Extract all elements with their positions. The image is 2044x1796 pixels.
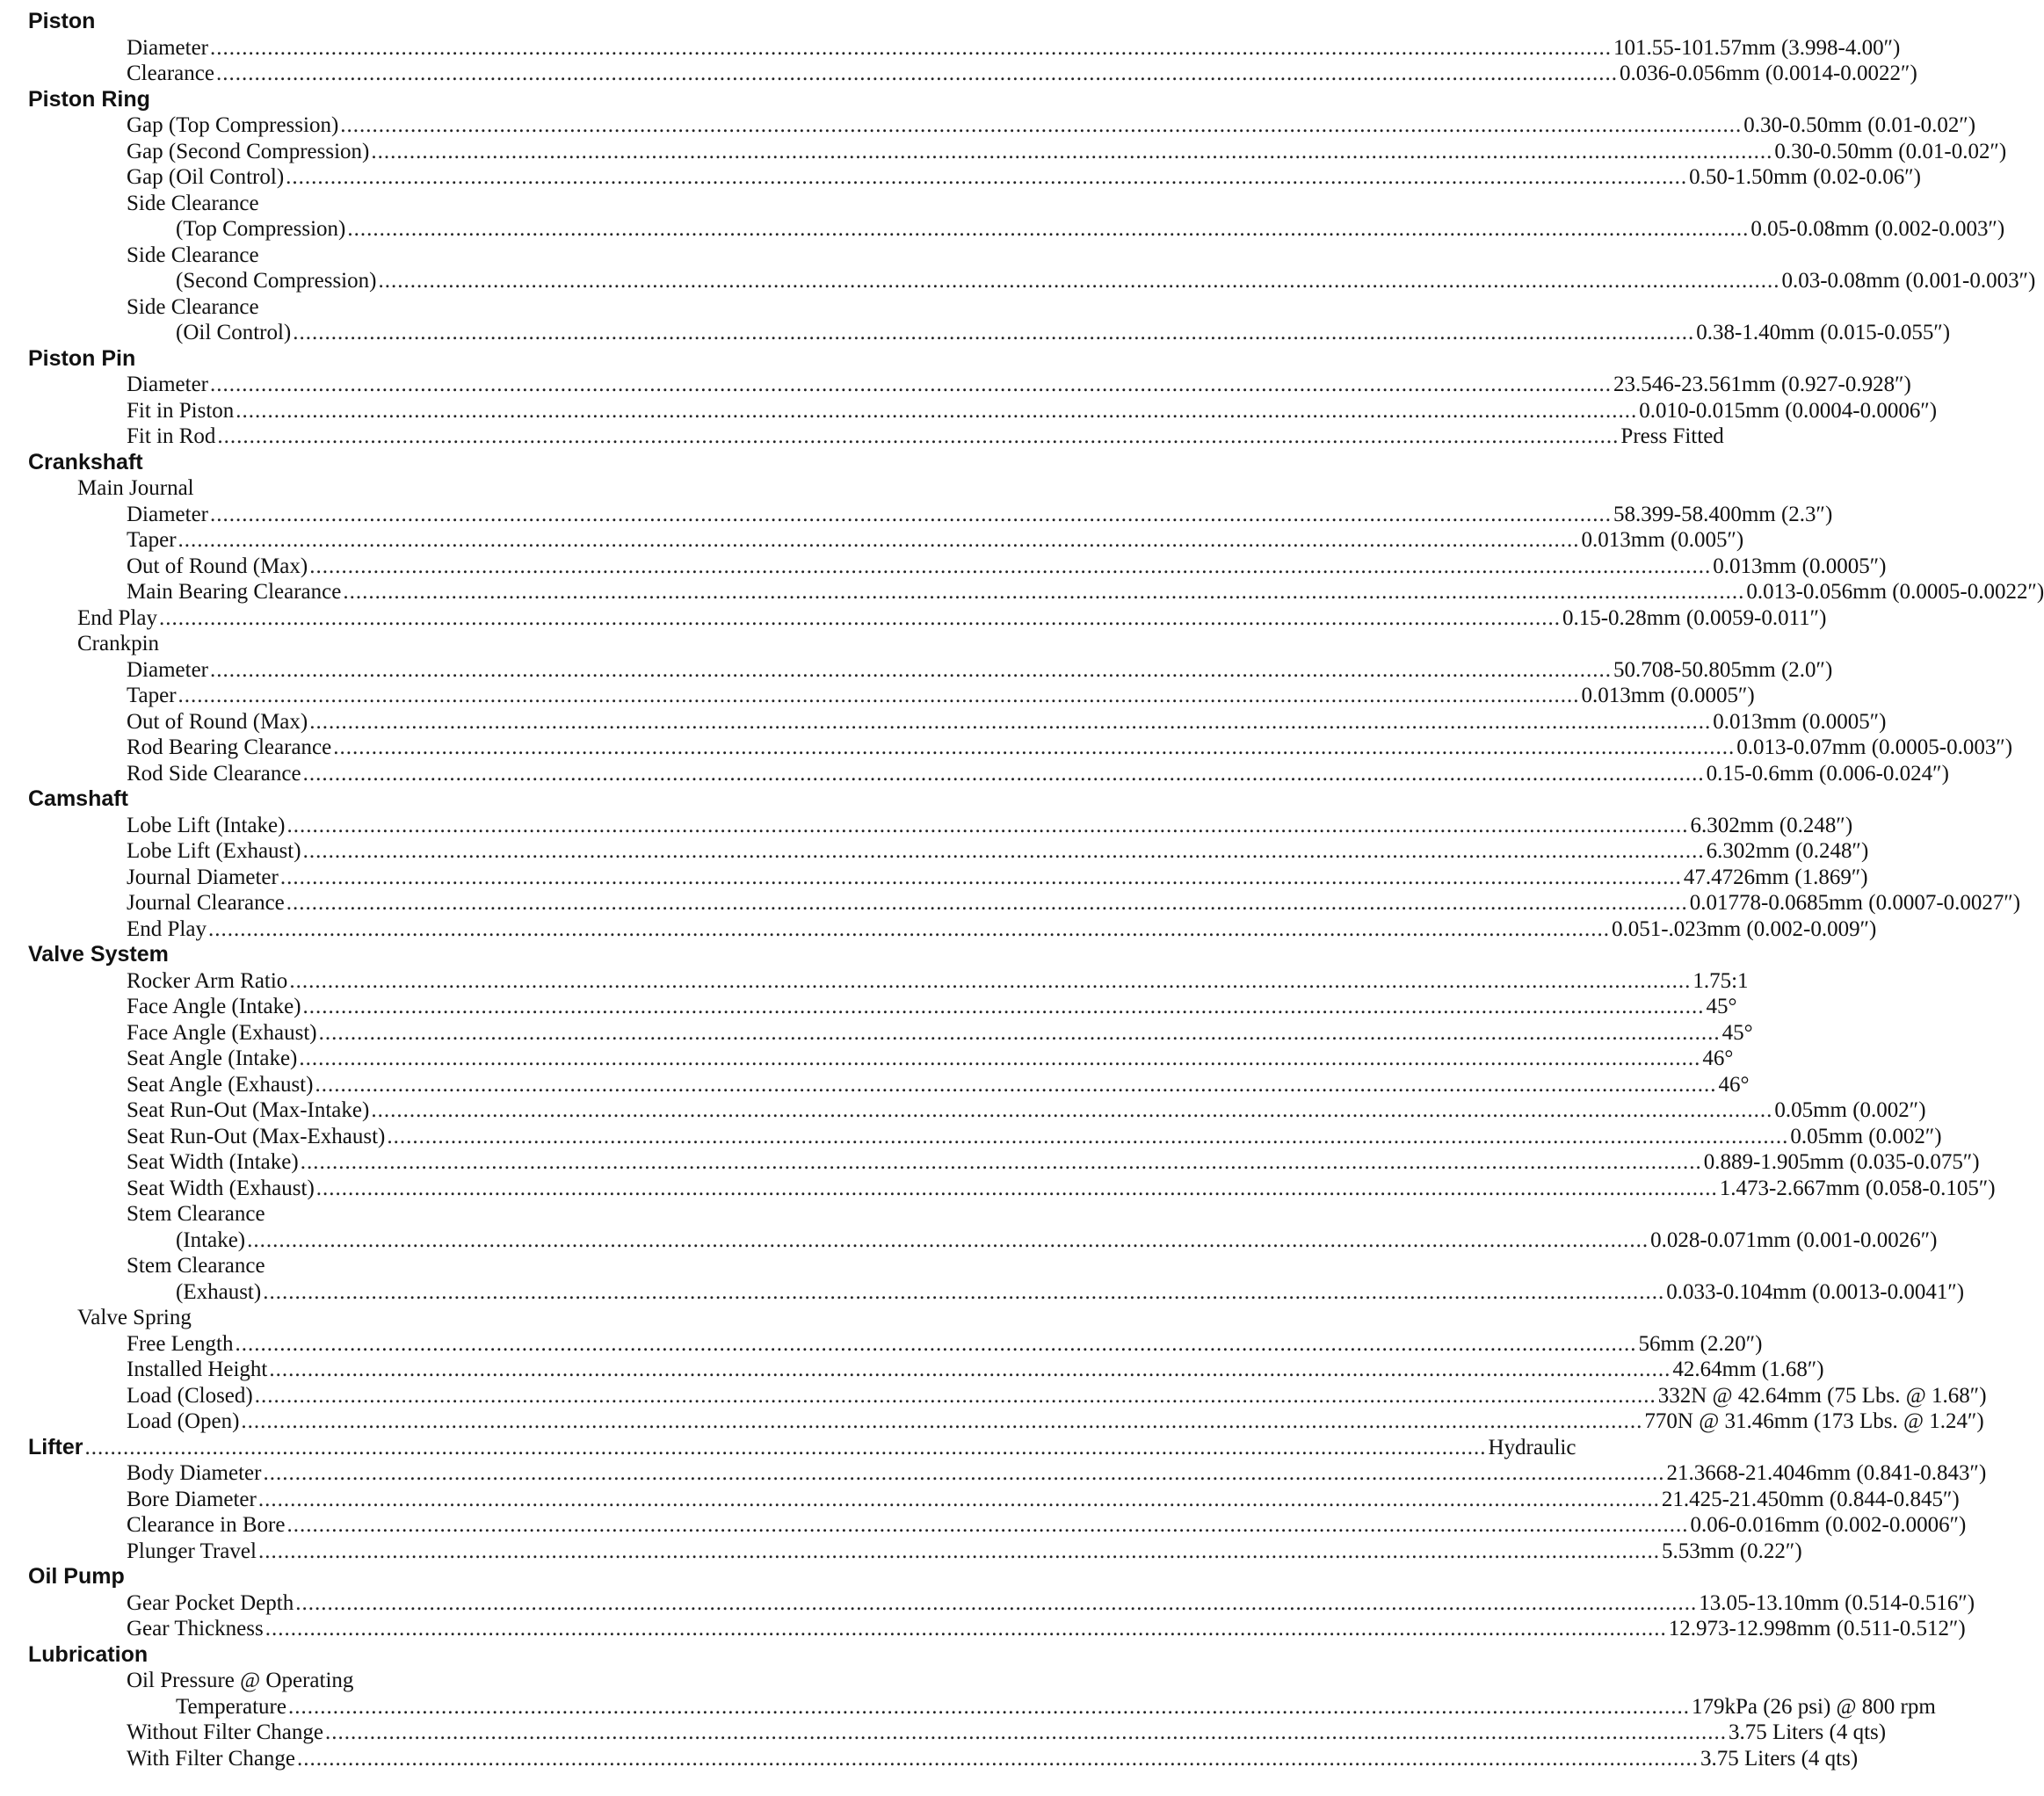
subheading-side-clearance: Side Clearance [127,294,259,319]
dot-leader: ............................................................................................................................................................................................................................ [309,709,1712,734]
dot-leader: ............................................................................................................................................................................................................................ [289,968,1692,993]
spec-label: Gear Pocket Depth [127,1590,294,1615]
spec-value: 0.05mm (0.002″) [1774,1098,1926,1122]
spec-label: Fit in Piston [127,398,235,423]
spec-row-load-closed [28,1383,1987,1409]
spec-row-seat-width-exhaust [28,1176,1996,1202]
spec-value: 3.75 Liters (4 qts) [1728,1720,1887,1744]
dot-leader: ............................................................................................................................................................................................................................ [378,269,1780,293]
spec-row-rod-side-clearance [28,761,1949,787]
spec-row-fit-in-rod [28,424,1724,450]
spec-value: 0.036-0.056mm (0.0014-0.0022″) [1619,62,1917,85]
spec-row-gap-oil-control [28,164,1921,191]
dot-leader: ............................................................................................................................................................................................................................ [340,113,1743,137]
spec-value: 5.53mm (0.22″) [1661,1539,1802,1563]
spec-label: Seat Run-Out (Max-Exhaust) [127,1124,386,1148]
dot-leader: ............................................................................................................................................................................................................................ [297,1746,1700,1771]
spec-label: Diameter [127,373,209,396]
spec-label: Seat Width (Intake) [127,1150,299,1174]
dot-leader: ............................................................................................................................................................................................................................ [210,657,1613,682]
subheading-stem-clearance: Stem Clearance [127,1202,265,1226]
dot-leader: ............................................................................................................................................................................................................................ [324,1720,1727,1744]
spec-row-lobe-lift-exhaust [28,838,1869,865]
spec-label: Diameter [127,35,209,60]
spec-row-temperature [28,1694,1936,1720]
spec-row-gear-pocket-depth [28,1590,1975,1617]
spec-label: (Oil Control) [176,321,292,344]
spec-label: Load (Closed) [127,1383,253,1408]
spec-row-seat-angle-intake [28,1046,1734,1072]
spec-label: Bore Diameter [127,1487,257,1511]
spec-value: 0.03-0.08mm (0.001-0.003″) [1781,269,2036,293]
spec-row-second-compression [28,268,2036,294]
subheading-stem-clearance: Stem Clearance [127,1254,265,1278]
spec-value: 0.15-0.6mm (0.006-0.024″) [1706,761,1949,786]
spec-label: Fit in Rod [127,424,216,448]
spec-row-diameter [28,35,1901,62]
spec-row-clearance [28,61,1917,87]
subheading-side-clearance: Side Clearance [127,191,259,215]
dot-leader: ............................................................................................................................................................................................................................ [295,1590,1698,1615]
dot-leader: ............................................................................................................................................................................................................................ [347,217,1750,241]
spec-value: 23.546-23.561mm (0.927-0.928″) [1613,373,1911,396]
spec-row-rod-bearing-clearance [28,735,2013,761]
dot-leader: ............................................................................................................................................................................................................................ [210,502,1613,526]
spec-value: 46° [1702,1046,1734,1070]
spec-value: 0.05mm (0.002″) [1790,1124,1942,1148]
dot-leader: ............................................................................................................................................................................................................................ [257,1487,1660,1511]
spec-value: 0.30-0.50mm (0.01-0.02″) [1774,139,2007,163]
dot-leader: ............................................................................................................................................................................................................................ [293,321,1695,344]
spec-row-clearance-in-bore [28,1512,1967,1539]
spec-label: With Filter Change [127,1746,296,1771]
dot-leader: ............................................................................................................................................................................................................................ [257,1539,1660,1563]
spec-label: Installed Height [127,1358,268,1381]
spec-value: 1.473-2.667mm (0.058-0.105″) [1719,1176,1996,1200]
spec-row-diameter [28,372,1911,398]
dot-leader: ............................................................................................................................................................................................................................ [235,1331,1637,1356]
dot-leader: ............................................................................................................................................................................................................................ [236,398,1638,423]
spec-row-face-angle-intake [28,994,1737,1020]
section-heading-piston-ring: Piston Ring [28,86,150,112]
spec-label: Face Angle (Intake) [127,995,301,1018]
dot-leader: ............................................................................................................................................................................................................................ [265,1617,1667,1640]
dot-leader: ............................................................................................................................................................................................................................ [299,1046,1701,1070]
dot-leader: ............................................................................................................................................................................................................................ [247,1228,1649,1252]
section-heading-camshaft: Camshaft [28,786,128,811]
spec-label: (Top Compression) [176,217,346,241]
section-heading-piston-pin: Piston Pin [28,345,136,371]
spec-value: 0.028-0.071mm (0.001-0.0026″) [1650,1228,1938,1252]
spec-row-taper [28,683,1755,709]
spec-value: 0.013-0.056mm (0.0005-0.0022″) [1746,580,2044,604]
spec-value: 50.708-50.805mm (2.0″) [1613,657,1833,682]
spec-value: 46° [1718,1072,1750,1097]
spec-label: Clearance [127,62,214,85]
dot-leader: ............................................................................................................................................................................................................................ [84,1435,1487,1459]
dot-leader: ............................................................................................................................................................................................................................ [315,1176,1718,1200]
section-heading-piston: Piston [28,9,96,33]
spec-row-journal-clearance [28,890,2021,916]
spec-value: 21.425-21.450mm (0.844-0.845″) [1661,1487,1960,1511]
spec-label: Lobe Lift (Intake) [127,813,286,837]
spec-label: Free Length [127,1331,234,1356]
spec-label: Rocker Arm Ratio [127,968,288,993]
spec-value: 332N @ 42.64mm (75 Lbs. @ 1.68″) [1657,1383,1987,1408]
dot-leader: ............................................................................................................................................................................................................................ [178,528,1580,552]
dot-leader: ............................................................................................................................................................................................................................ [286,165,1688,189]
spec-value: Hydraulic [1488,1435,1576,1459]
spec-value: 45° [1706,995,1737,1018]
spec-value: 770N @ 31.46mm (173 Lbs. @ 1.24″) [1644,1409,1984,1433]
spec-value: 0.013mm (0.0005″) [1713,554,1887,578]
spec-row-end-play [28,605,1827,632]
dot-leader: ............................................................................................................................................................................................................................ [309,554,1712,578]
spec-sheet [28,9,2044,1771]
spec-value: 0.38-1.40mm (0.015-0.055″) [1696,321,1951,344]
spec-row-body-diameter [28,1460,1987,1487]
dot-leader: ............................................................................................................................................................................................................................ [210,373,1613,396]
spec-value: 0.15-0.28mm (0.0059-0.011″) [1562,605,1827,630]
dot-leader: ............................................................................................................................................................................................................................ [300,1150,1702,1174]
spec-label: Body Diameter [127,1461,262,1485]
dot-leader: ............................................................................................................................................................................................................................ [210,35,1613,60]
spec-value: 12.973-12.998mm (0.511-0.512″) [1668,1617,1966,1640]
spec-value: 45° [1721,1020,1753,1045]
spec-label: Diameter [127,502,209,526]
spec-label: Gap (Second Compression) [127,139,370,163]
dot-leader: ............................................................................................................................................................................................................................ [158,605,1561,630]
spec-value: 0.889-1.905mm (0.035-0.075″) [1703,1150,1980,1174]
spec-row-out-of-round-max [28,554,1887,580]
spec-label: Face Angle (Exhaust) [127,1020,317,1045]
spec-label: Without Filter Change [127,1720,323,1744]
spec-value: 21.3668-21.4046mm (0.841-0.843″) [1666,1461,1987,1485]
spec-value: 42.64mm (1.68″) [1672,1358,1824,1381]
spec-label: Seat Run-Out (Max-Intake) [127,1098,370,1122]
dot-leader: ............................................................................................................................................................................................................................ [302,761,1705,786]
spec-value: 0.06-0.016mm (0.002-0.0006″) [1690,1513,1967,1537]
spec-value: 47.4726mm (1.869″) [1683,865,1868,889]
spec-value: 6.302mm (0.248″) [1706,839,1869,863]
spec-value: 101.55-101.57mm (3.998-4.00″) [1613,35,1901,60]
spec-label: Rod Bearing Clearance [127,735,332,759]
spec-value: 0.013mm (0.0005″) [1713,709,1887,734]
spec-row-fit-in-piston [28,398,1938,424]
spec-row-intake [28,1228,1938,1254]
spec-label: Clearance in Bore [127,1513,286,1537]
spec-label: Lifter [28,1434,83,1459]
dot-leader: ............................................................................................................................................................................................................................ [302,995,1705,1018]
dot-leader: ............................................................................................................................................................................................................................ [387,1124,1789,1148]
spec-row-seat-run-out-max-exhaust [28,1124,1942,1150]
dot-leader: ............................................................................................................................................................................................................................ [217,424,1620,448]
spec-value: 0.05-0.08mm (0.002-0.003″) [1750,217,2005,241]
spec-row-plunger-travel [28,1539,1802,1565]
dot-leader: ............................................................................................................................................................................................................................ [263,1461,1665,1485]
dot-leader: ............................................................................................................................................................................................................................ [207,916,1610,941]
spec-label: Load (Open) [127,1409,240,1433]
subheading-side-clearance: Side Clearance [127,243,259,267]
spec-value: 0.013mm (0.0005″) [1581,684,1755,707]
section-heading-valve-system: Valve System [28,942,169,967]
spec-value: Press Fitted [1620,424,1724,448]
spec-value: 0.013mm (0.005″) [1581,528,1744,552]
spec-label: Gap (Oil Control) [127,165,285,189]
spec-row-gap-top-compression [28,112,1976,139]
section-heading-oil-pump: Oil Pump [28,1564,125,1589]
dot-leader: ............................................................................................................................................................................................................................ [371,139,1773,163]
spec-label: Gap (Top Compression) [127,113,339,137]
dot-leader: ............................................................................................................................................................................................................................ [254,1383,1656,1408]
spec-value: 0.01778-0.0685mm (0.0007-0.0027″) [1689,891,2021,915]
spec-row-diameter [28,502,1833,528]
spec-row-with-filter-change [28,1746,1859,1772]
spec-row-lifter [28,1434,1576,1461]
spec-row-diameter [28,657,1833,684]
dot-leader: ............................................................................................................................................................................................................................ [371,1098,1773,1122]
spec-label: Gear Thickness [127,1617,264,1640]
dot-leader: ............................................................................................................................................................................................................................ [241,1409,1643,1433]
spec-row-without-filter-change [28,1720,1887,1746]
spec-value: 1.75:1 [1692,968,1749,993]
dot-leader: ............................................................................................................................................................................................................................ [269,1358,1671,1381]
spec-row-load-open [28,1409,1984,1435]
spec-value: 0.033-0.104mm (0.0013-0.0041″) [1666,1279,1965,1304]
spec-label: Seat Width (Exhaust) [127,1176,315,1200]
section-heading-crankshaft: Crankshaft [28,449,143,474]
spec-row-taper [28,527,1744,554]
spec-row-seat-run-out-max-intake [28,1097,1926,1124]
spec-row-lobe-lift-intake [28,813,1853,839]
subheading-main-journal: Main Journal [77,476,194,500]
spec-label: Lobe Lift (Exhaust) [127,839,301,863]
spec-value: 0.50-1.50mm (0.02-0.06″) [1689,165,1921,189]
spec-row-face-angle-exhaust [28,1020,1753,1046]
spec-label: Temperature [176,1694,286,1719]
spec-row-top-compression [28,216,2005,243]
spec-value: 6.302mm (0.248″) [1690,813,1853,837]
dot-leader: ............................................................................................................................................................................................................................ [287,1694,1690,1719]
spec-row-installed-height [28,1357,1824,1383]
spec-row-gap-second-compression [28,139,2007,165]
spec-label: Seat Angle (Exhaust) [127,1072,314,1097]
spec-label: (Exhaust) [176,1279,262,1304]
spec-label: (Intake) [176,1228,246,1252]
spec-row-end-play [28,916,1877,943]
spec-row-rocker-arm-ratio [28,968,1749,995]
dot-leader: ............................................................................................................................................................................................................................ [215,62,1618,85]
spec-label: Taper [127,528,177,552]
spec-label: Seat Angle (Intake) [127,1046,298,1070]
spec-label: Rod Side Clearance [127,761,301,786]
spec-label: Out of Round (Max) [127,709,308,734]
subheading-valve-spring: Valve Spring [77,1306,192,1329]
spec-label: Plunger Travel [127,1539,257,1563]
dot-leader: ............................................................................................................................................................................................................................ [318,1020,1721,1045]
spec-row-seat-angle-exhaust [28,1072,1750,1098]
dot-leader: ............................................................................................................................................................................................................................ [343,580,1745,604]
spec-label: Main Bearing Clearance [127,580,342,604]
spec-label: Journal Diameter [127,865,279,889]
spec-value: 179kPa (26 psi) @ 800 rpm [1691,1694,1936,1719]
dot-leader: ............................................................................................................................................................................................................................ [279,865,1682,889]
spec-label: End Play [77,605,157,630]
dot-leader: ............................................................................................................................................................................................................................ [286,891,1688,915]
spec-row-out-of-round-max [28,709,1887,735]
spec-value: 0.30-0.50mm (0.01-0.02″) [1743,113,1976,137]
dot-leader: ............................................................................................................................................................................................................................ [333,735,1736,759]
spec-label: Out of Round (Max) [127,554,308,578]
spec-value: 56mm (2.20″) [1638,1331,1763,1356]
spec-row-bore-diameter [28,1487,1960,1513]
spec-value: 58.399-58.400mm (2.3″) [1613,502,1833,526]
spec-value: 0.051-.023mm (0.002-0.009″) [1611,916,1877,941]
dot-leader: ............................................................................................................................................................................................................................ [286,813,1689,837]
spec-label: Diameter [127,657,209,682]
section-heading-lubrication: Lubrication [28,1641,149,1667]
dot-leader: ............................................................................................................................................................................................................................ [315,1072,1717,1097]
spec-value: 3.75 Liters (4 qts) [1700,1746,1859,1771]
subheading-crankpin: Crankpin [77,632,160,655]
spec-label: Journal Clearance [127,891,285,915]
spec-row-seat-width-intake [28,1149,1980,1176]
spec-row-exhaust [28,1279,1965,1306]
spec-row-free-length [28,1331,1763,1358]
dot-leader: ............................................................................................................................................................................................................................ [286,1513,1689,1537]
spec-value: 0.010-0.015mm (0.0004-0.0006″) [1639,398,1938,423]
spec-row-oil-control [28,320,1951,346]
spec-value: 0.013-0.07mm (0.0005-0.003″) [1736,735,2013,759]
spec-row-gear-thickness [28,1616,1966,1642]
spec-label: End Play [127,916,207,941]
spec-label: Taper [127,684,177,707]
spec-value: 13.05-13.10mm (0.514-0.516″) [1699,1590,1975,1615]
subheading-oil-pressure-operating: Oil Pressure @ Operating [127,1669,354,1692]
dot-leader: ............................................................................................................................................................................................................................ [302,839,1705,863]
dot-leader: ............................................................................................................................................................................................................................ [263,1279,1665,1304]
spec-label: (Second Compression) [176,269,377,293]
dot-leader: ............................................................................................................................................................................................................................ [178,684,1580,707]
spec-row-main-bearing-clearance [28,579,2044,605]
spec-row-journal-diameter [28,865,1868,891]
